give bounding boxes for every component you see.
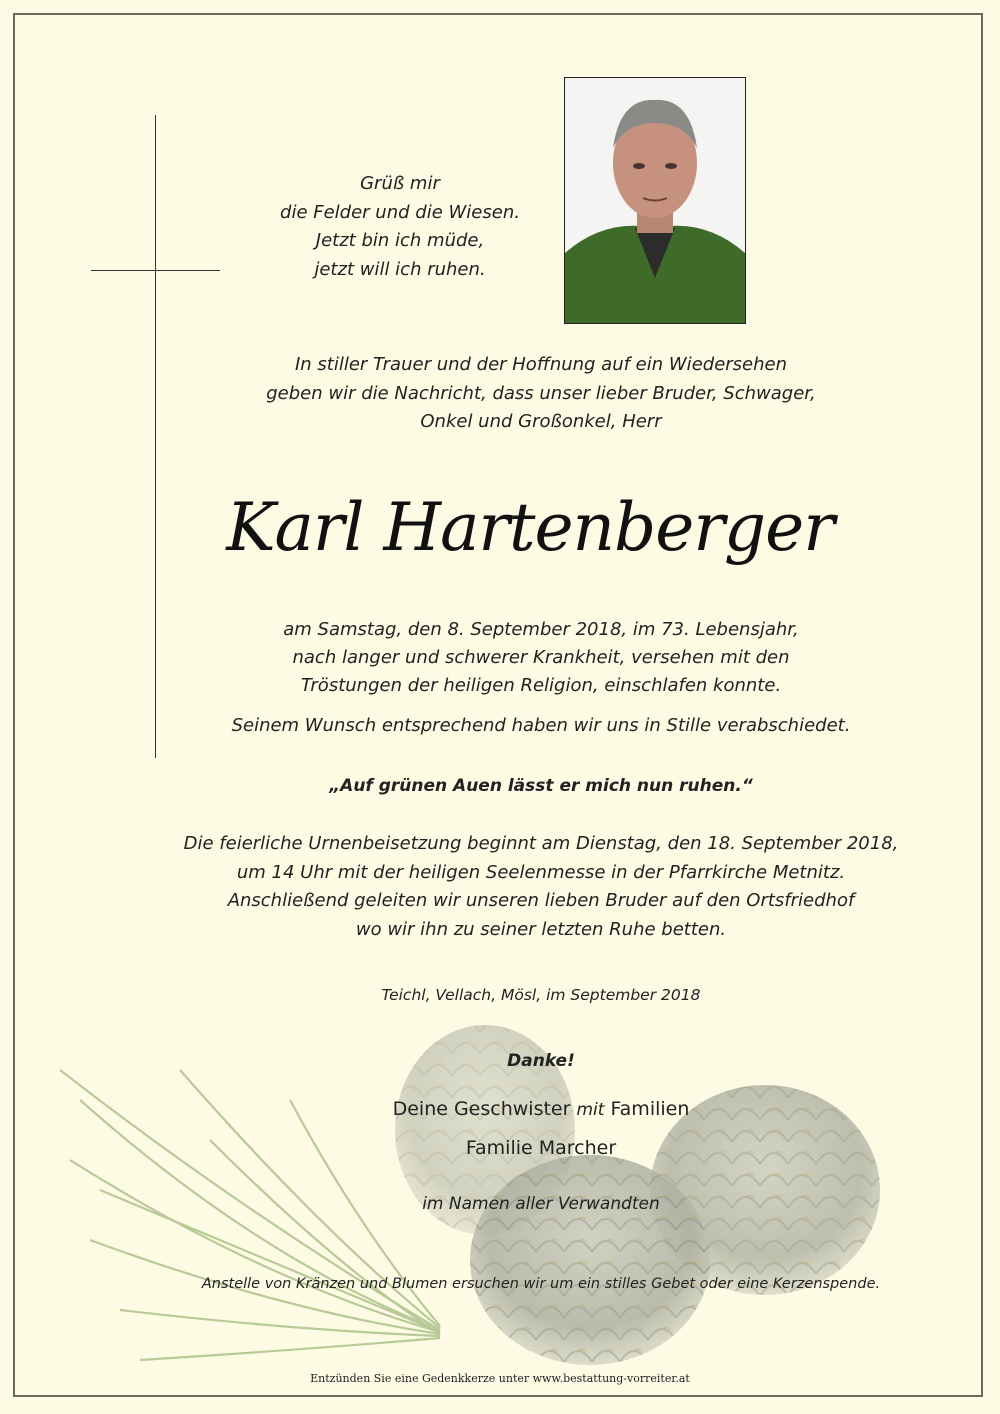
funeral-line: Die feierliche Urnenbeisetzung beginnt am Dienstag, den 18. September 2018, bbox=[183, 833, 899, 854]
intro-line: In stiller Trauer und der Hoffnung auf ein Wiedersehen bbox=[294, 354, 788, 375]
deceased-name: Karl Hartenberger bbox=[226, 489, 834, 566]
place-date: Teichl, Vellach, Mösl, im September 2018 bbox=[381, 986, 701, 1004]
poem-line: Grüß mir bbox=[360, 173, 440, 194]
poem-line: jetzt will ich ruhen. bbox=[314, 258, 486, 280]
death-line: nach langer und schwerer Krankheit, versehen mit den bbox=[292, 647, 790, 668]
thanks: Danke! bbox=[507, 1051, 575, 1071]
death-line: am Samstag, den 8. September 2018, im 73. Lebensjahr, bbox=[283, 619, 799, 640]
death-line: Tröstungen der heiligen Religion, einschlafen konnte. bbox=[300, 675, 782, 696]
intro-text bbox=[200, 351, 882, 437]
family-siblings-label: Deine Geschwister bbox=[392, 1098, 571, 1120]
poem bbox=[250, 170, 550, 284]
family-marcher: Familie Marcher bbox=[465, 1137, 617, 1159]
death-notice bbox=[200, 616, 882, 700]
intro-line: geben wir die Nachricht, dass unser lieber Bruder, Schwager, bbox=[266, 382, 816, 404]
funeral-details bbox=[150, 830, 932, 944]
funeral-line: wo wir ihn zu seiner letzten Ruhe betten. bbox=[355, 918, 727, 940]
footer-link-text: Entzünden Sie eine Gedenkkerze unter www.bestattung-vorreiter.at bbox=[310, 1372, 690, 1385]
family-siblings-families: Familien bbox=[610, 1098, 690, 1120]
funeral-line: Anschließend geleiten wir unseren lieben Bruder auf den Ortsfriedhof bbox=[227, 890, 855, 911]
funeral-line: um 14 Uhr mit der heiligen Seelenmesse in der Pfarrkirche Metnitz. bbox=[236, 861, 846, 883]
family-siblings-with: mit bbox=[576, 1100, 605, 1120]
cross-icon-bar bbox=[91, 270, 220, 271]
intro-line: Onkel und Großonkel, Herr bbox=[420, 411, 662, 432]
poem-line: die Felder und die Wiesen. bbox=[280, 201, 520, 223]
donation-note: Anstelle von Kränzen und Blumen ersuchen wir um ein stilles Gebet oder eine Kerzenspende. bbox=[201, 1276, 881, 1292]
poem-line: Jetzt bin ich müde, bbox=[315, 230, 485, 251]
quote: „Auf grünen Auen lässt er mich nun ruhen.“ bbox=[329, 776, 753, 796]
wish-text: Seinem Wunsch entsprechend haben wir uns in Stille verabschiedet. bbox=[231, 715, 851, 736]
portrait-photo bbox=[564, 77, 746, 324]
cross-icon bbox=[155, 115, 156, 758]
family-siblings bbox=[200, 1094, 882, 1125]
relatives: im Namen aller Verwandten bbox=[422, 1194, 660, 1214]
